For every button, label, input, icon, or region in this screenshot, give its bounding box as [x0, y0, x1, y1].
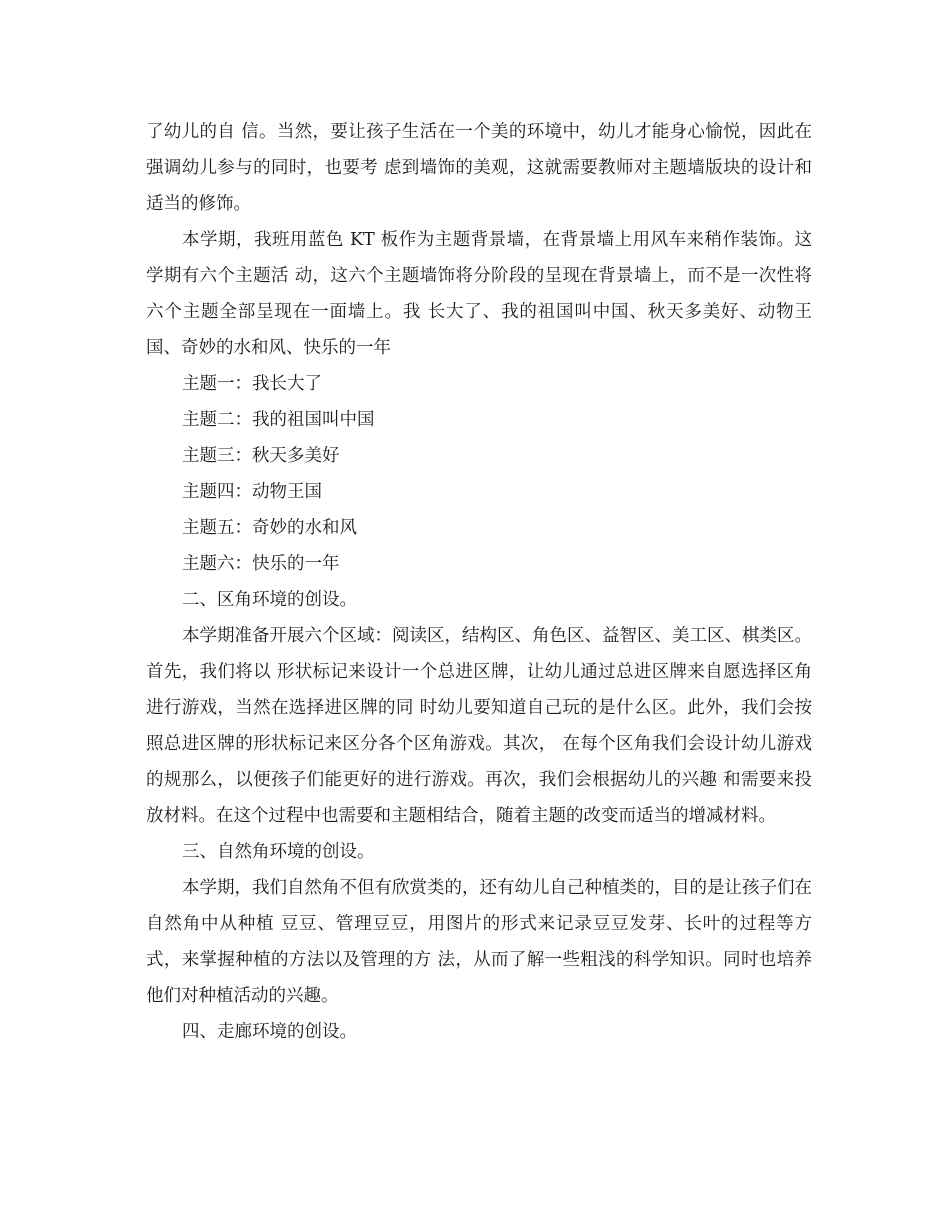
document-page [146, 114, 812, 1050]
section-heading-2: 二、区角环境的创设。 [182, 590, 357, 610]
theme-item-4: 主题四：动物王国 [182, 482, 322, 502]
section-heading-3: 三、自然角环境的创设。 [182, 842, 375, 862]
theme-item-5: 主题五：奇妙的水和风 [182, 518, 357, 538]
paragraph-area-corners: 本学期准备开展六个区域：阅读区，结构区、角色区、益智区、美工区、棋类区。首先，我们将以 形状标记来设计一个总进区牌，让幼儿通过总进区牌来自愿选择区角进行游戏，当然在选择进区牌的同 时幼儿要知道自己玩的是什么区。此外，我们会按照总进区牌的形状标记来区分各个区角游戏。其次， 在每个区角我们会设计幼儿游戏的规那么，以便孩子们能更好的进行游戏。再次，我们会根据幼儿的兴趣 和需要来投放材料。在这个过程中也需要和主题相结合，随着主题的改变而适当的增减材料。 [146, 626, 812, 826]
theme-item-1: 主题一：我长大了 [182, 374, 322, 394]
theme-item-2: 主题二：我的祖国叫中国 [182, 410, 375, 430]
theme-item-6: 主题六：快乐的一年 [182, 554, 340, 574]
paragraph-nature-corner: 本学期，我们自然角不但有欣赏类的，还有幼儿自己种植类的，目的是让孩子们在自然角中从种植 豆豆、管理豆豆，用图片的形式来记录豆豆发芽、长叶的过程等方式，来掌握种植的方法以及管理的方 法，从而了解一些粗浅的科学知识。同时也培养他们对种植活动的兴趣。 [146, 878, 812, 1006]
paragraph-continuation: 了幼儿的自 信。当然，要让孩子生活在一个美的环境中，幼儿才能身心愉悦，因此在强调幼儿参与的同时，也要考 虑到墙饰的美观，这就需要教师对主题墙版块的设计和适当的修饰。 [146, 122, 812, 214]
paragraph-theme-wall: 本学期，我班用蓝色 KT 板作为主题背景墙，在背景墙上用风车来稍作装饰。这学期有六个主题活 动，这六个主题墙饰将分阶段的呈现在背景墙上，而不是一次性将六个主题全部呈现在一面墙上。我 长大了、我的祖国叫中国、秋天多美好、动物王国、奇妙的水和风、快乐的一年 [146, 230, 812, 358]
theme-item-3: 主题三：秋天多美好 [182, 446, 340, 466]
section-heading-4: 四、走廊环境的创设。 [182, 1022, 357, 1042]
